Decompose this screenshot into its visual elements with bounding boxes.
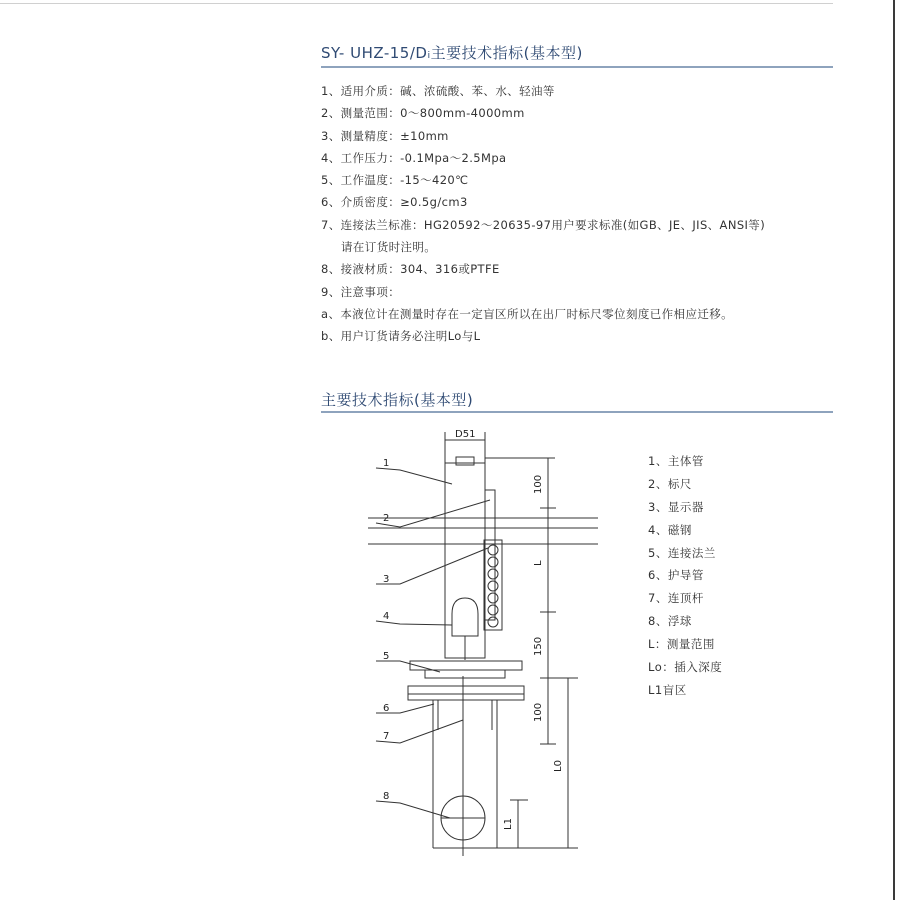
legend-item: Lo：插入深度 (648, 660, 723, 675)
spec-line: 4、工作压力：-0.1Mpa～2.5Mpa (321, 150, 507, 165)
spec-line: 7、连接法兰标准：HG20592～20635-97用户要求标准(如GB、JE、JIS、ANSI等) (321, 217, 766, 232)
legend-item: 8、浮球 (648, 614, 692, 629)
spec-line: 2、测量范围：0～800mm-4000mm (321, 106, 525, 121)
indicator-flap (488, 545, 498, 555)
dim-label: 100 (533, 702, 544, 722)
legend-item: 5、连接法兰 (648, 545, 716, 560)
callout-leader (376, 500, 490, 527)
legend-item: 6、护导管 (648, 568, 704, 583)
dim-label: L1 (503, 818, 514, 830)
legend-item: 7、连顶杆 (648, 591, 704, 606)
callout-number: 5 (383, 651, 390, 662)
legend (648, 450, 722, 702)
legend-item: 3、显示器 (648, 499, 704, 514)
top-cap (456, 457, 474, 465)
callout-leader (376, 801, 450, 818)
callout-number: 1 (383, 458, 390, 469)
indicator-flap (488, 593, 498, 603)
callout-number: 3 (383, 574, 390, 585)
legend-item: 1、主体管 (648, 454, 704, 468)
callout-number: 6 (383, 703, 390, 714)
spec-line: 8、接液材质：304、316或PTFE (321, 262, 500, 277)
spec-line: 请在订货时注明。 (341, 240, 437, 255)
dim-label-D51: D51 (455, 429, 476, 440)
main-body-pipe (445, 463, 485, 658)
callout-number: 7 (383, 731, 390, 742)
dim-label: L (533, 560, 544, 566)
dim-label: 100 (533, 474, 544, 494)
dim-label: L0 (553, 760, 564, 772)
spec-line: 9、注意事项： (321, 284, 401, 299)
spec-line: 1、适用介质：碱、浓硫酸、苯、水、轻油等 (321, 84, 555, 98)
section2-title: 主要技术指标(基本型) (321, 391, 474, 409)
indicator-flap (488, 617, 498, 627)
callout-leader (376, 548, 488, 584)
section1-title: SY- UHZ-15/Dᵢ主要技术指标(基本型) (321, 44, 583, 62)
legend-item: L1盲区 (648, 682, 687, 697)
spec-line: 5、工作温度：-15～420℃ (321, 173, 469, 188)
callout-number: 8 (383, 791, 390, 802)
dim-label: 150 (533, 636, 544, 656)
guard-flange (408, 686, 524, 694)
legend-item: L：测量范围 (648, 637, 715, 652)
indicator-flap (488, 581, 498, 591)
spec-line: b、用户订货请务必注明Lo与L (321, 329, 481, 344)
spec-line: 3、测量精度：±10mm (321, 128, 449, 143)
callout-number: 2 (383, 513, 390, 524)
callout-number: 4 (383, 611, 390, 622)
legend-item: 2、标尺 (648, 476, 692, 491)
spec-line: a、本液位计在测量时存在一定盲区所以在出厂时标尺零位刻度已作相应迁移。 (321, 306, 734, 321)
legend-item: 4、磁钢 (648, 522, 692, 537)
indicator-flap (488, 557, 498, 567)
spec-line: 6、介质密度：≥0.5g/cm3 (321, 195, 468, 210)
indicator-flap (488, 569, 498, 579)
indicator-flap (488, 605, 498, 615)
callout-leader (376, 468, 452, 484)
magnet (452, 598, 478, 636)
guard-flange-lower (408, 694, 524, 700)
